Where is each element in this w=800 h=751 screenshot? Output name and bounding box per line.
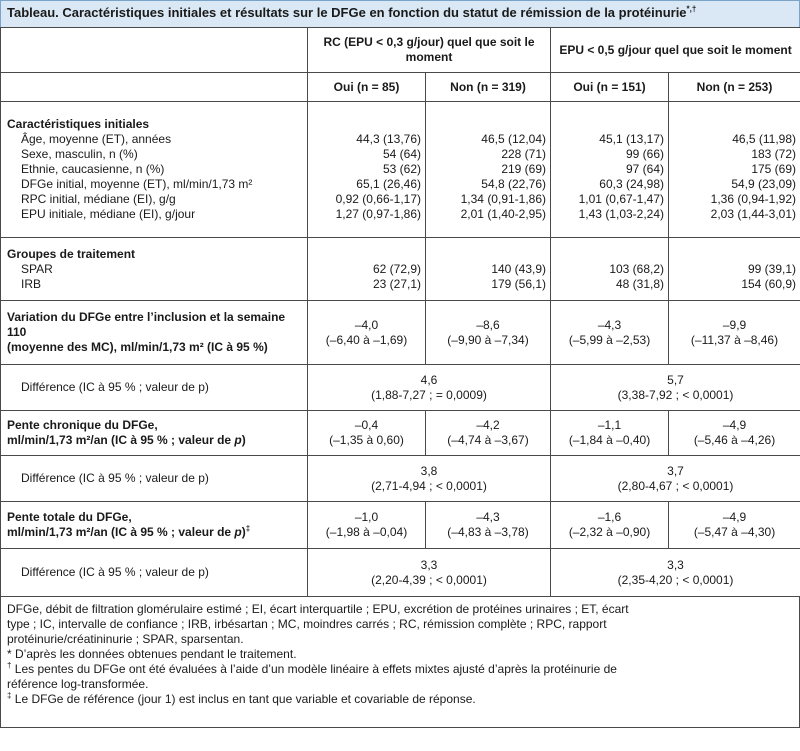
cell: –4,9 — [722, 418, 747, 432]
cell: 4,6 — [420, 372, 438, 387]
footnote-dagger — [7, 662, 793, 677]
treatment-epu-non — [669, 238, 800, 301]
cell: –1,6 — [597, 510, 622, 524]
total-rc-oui — [308, 502, 426, 549]
cell: (2,20-4,39 ; < 0,0001) — [371, 572, 487, 587]
chronic-rc-oui — [308, 411, 426, 456]
chronic-diff-label — [1, 456, 308, 502]
baseline-section-title: Caractéristiques initiales — [7, 117, 150, 131]
cell: –4,3 — [476, 510, 500, 524]
label-part: ml/min/1,73 m²/an (IC à 95 % ; valeur de — [7, 525, 235, 539]
label-part: ) — [241, 525, 246, 539]
variation-label-line1: Variation du DFGe entre l’inclusion et la semaine 110 — [7, 310, 286, 339]
total-diff-epu — [551, 549, 800, 597]
baseline-epu-non — [669, 102, 800, 238]
footnotes — [0, 597, 800, 728]
cell: –1,0 — [354, 510, 379, 524]
footnote-star: * D’après les données obtenues pendant le traitement. — [7, 647, 297, 661]
chronic-label — [1, 411, 308, 456]
baseline-label: Âge, moyenne (ET), années — [21, 132, 172, 146]
dagger-mark: † — [7, 661, 12, 670]
cell: (–5,47 à –4,30) — [693, 525, 776, 539]
cell: –9,9 — [722, 317, 747, 332]
cell: (–4,74 à –3,67) — [447, 433, 529, 447]
variation-epu-oui — [551, 301, 669, 365]
variation-diff-row — [1, 365, 800, 411]
cell: 65,1 (26,46) — [356, 177, 421, 191]
treatment-section-title: Groupes de traitement — [7, 246, 136, 261]
cell: –4,9 — [722, 510, 747, 524]
chronic-label-line2 — [7, 433, 301, 448]
total-diff-rc — [308, 549, 551, 597]
cell: (–1,35 à 0,60) — [329, 433, 404, 447]
cell: 103 (68,2) — [609, 261, 665, 276]
footnote-dagger-cont: référence log-transformée. — [7, 677, 149, 691]
cell: (2,35-4,20 ; < 0,0001) — [617, 572, 734, 587]
cell: (2,71-4,94 ; < 0,0001) — [371, 478, 487, 493]
footnote-ddagger — [7, 692, 793, 707]
baseline-rc-oui — [308, 102, 426, 238]
treatment-block — [1, 238, 800, 301]
header-epu-non: Non (n = 253) — [669, 73, 800, 102]
total-label-line2 — [7, 525, 301, 540]
treatment-rc-oui — [308, 238, 426, 301]
cell: 99 (66) — [625, 147, 665, 161]
footnote-text: Les pentes du DFGe ont été évaluées à l’aide d’un modèle linéaire à effets mixtes ajusté d’après la protéinurie de — [11, 662, 617, 676]
diff-label-text: Différence (IC à 95 % ; valeur de p) — [21, 380, 209, 394]
cell: –4,3 — [597, 317, 622, 332]
cell: 48 (31,8) — [615, 276, 665, 291]
cell: 179 (56,1) — [491, 276, 547, 291]
treatment-labels — [1, 238, 308, 301]
variation-diff-epu — [551, 365, 800, 411]
diff-label-text: Différence (IC à 95 % ; valeur de p) — [21, 565, 209, 579]
baseline-block — [1, 102, 800, 238]
total-row — [1, 502, 800, 549]
cell: 60,3 (24,98) — [599, 177, 665, 191]
cell: 3,7 — [667, 463, 684, 478]
footnote-text: Le DFGe de référence (jour 1) est inclus en tant que variable et covariable de réponse. — [11, 692, 476, 706]
footnote-list — [7, 647, 793, 707]
cell: (–2,32 à –0,90) — [568, 525, 651, 539]
cell: 3,8 — [420, 463, 438, 478]
total-epu-non — [669, 502, 800, 549]
baseline-label: RPC initial, médiane (EI), g/g — [21, 192, 176, 206]
chronic-row — [1, 411, 800, 456]
cell: –4,2 — [476, 418, 500, 432]
header-epu-oui: Oui (n = 151) — [551, 73, 669, 102]
total-epu-oui — [551, 502, 669, 549]
cell: 154 (60,9) — [741, 276, 797, 291]
cell: –0,4 — [354, 418, 379, 432]
total-label — [1, 502, 308, 549]
cell: 62 (72,9) — [372, 261, 421, 276]
treatment-label: IRB — [21, 276, 42, 291]
cell: 46,5 (11,98) — [732, 132, 797, 146]
cell: (–11,37 à –8,46) — [690, 332, 779, 347]
cell: –1,1 — [597, 418, 622, 432]
abbreviations — [7, 602, 793, 647]
variation-label — [1, 301, 308, 365]
variation-label-line2: (moyenne des MC), ml/min/1,73 m² (IC à 95 %) — [7, 340, 268, 354]
baseline-rc-non — [426, 102, 551, 238]
header-sub-empty — [1, 73, 308, 102]
label-footnote-mark: ‡ — [245, 524, 251, 533]
label-part: ml/min/1,73 m²/an (IC à 95 % ; valeur de — [7, 433, 235, 447]
cell: (–5,99 à –2,53) — [568, 332, 651, 347]
cell: 44,3 (13,76) — [356, 132, 421, 146]
baseline-label: EPU initiale, médiane (EI), g/jour — [21, 207, 196, 221]
cell: 97 (64) — [625, 162, 665, 176]
cell: –8,6 — [476, 317, 500, 332]
ddagger-mark: ‡ — [7, 691, 12, 700]
chronic-diff-rc — [308, 456, 551, 502]
cell: 99 (39,1) — [748, 261, 797, 276]
label-p: p — [234, 433, 242, 447]
cell: 228 (71) — [501, 147, 547, 161]
table-title-text: Tableau. Caractéristiques initiales et résultats sur le DFGe en fonction du statut de rémission de la protéinurie — [7, 5, 687, 20]
label-part: ) — [241, 433, 246, 447]
cell: 1,01 (0,67-1,47) — [578, 192, 665, 206]
chronic-epu-oui — [551, 411, 669, 456]
table-title — [0, 0, 800, 27]
cell: (–4,83 à –3,78) — [447, 525, 529, 539]
cell: (1,88-7,27 ; = 0,0009) — [371, 387, 487, 402]
treatment-rc-non — [426, 238, 551, 301]
cell: (–6,40 à –1,69) — [325, 332, 408, 347]
cell: (–1,98 à –0,04) — [325, 525, 408, 539]
cell: 0,92 (0,66-1,17) — [335, 192, 421, 206]
cell: 53 (62) — [382, 162, 421, 176]
cell: 1,34 (0,91-1,86) — [460, 192, 547, 206]
cell: 3,3 — [667, 557, 684, 572]
header-empty — [1, 28, 308, 73]
cell: (–1,84 à –0,40) — [568, 433, 651, 447]
header-rc: RC (EPU < 0,3 g/jour) quel que soit le moment — [308, 28, 551, 73]
diff-label-text: Différence (IC à 95 % ; valeur de p) — [21, 471, 209, 485]
total-diff-label — [1, 549, 308, 597]
total-label-line1: Pente totale du DFGe, — [7, 510, 132, 524]
variation-diff-label — [1, 365, 308, 411]
cell: 3,3 — [420, 557, 438, 572]
baseline-label: Sexe, masculin, n (%) — [21, 147, 138, 161]
cell: 1,43 (1,03-2,24) — [578, 207, 665, 221]
variation-rc-oui — [308, 301, 426, 365]
cell: 140 (43,9) — [491, 261, 547, 276]
abbreviation-line: type ; IC, intervalle de confiance ; IRB, irbésartan ; MC, moindres carrés ; RC, rémission complète ; RPC, rapport — [7, 617, 607, 631]
cell: 219 (69) — [501, 162, 547, 176]
cell: 175 (69) — [751, 162, 797, 176]
cell: 54,9 (23,09) — [731, 177, 797, 191]
cell: (–9,90 à –7,34) — [447, 332, 529, 347]
cell: (–5,46 à –4,26) — [693, 433, 776, 447]
cell: 2,01 (1,40-2,95) — [460, 207, 547, 221]
abbreviation-line: DFGe, débit de filtration glomérulaire estimé ; EI, écart interquartile ; EPU, excrétion de protéines urinaires ; ET, écart — [7, 602, 629, 616]
baseline-labels — [1, 102, 308, 238]
cell: 23 (27,1) — [372, 276, 421, 291]
abbreviation-line: protéinurie/créatininurie ; SPAR, sparsentan. — [7, 632, 244, 646]
cell: 183 (72) — [751, 147, 797, 161]
cell: 54,8 (22,76) — [481, 177, 547, 191]
cell: 54 (64) — [382, 147, 421, 161]
total-rc-non — [426, 502, 551, 549]
label-p: p — [234, 525, 242, 539]
variation-diff-rc — [308, 365, 551, 411]
cell: 5,7 — [667, 372, 684, 387]
header-epu: EPU < 0,5 g/jour quel que soit le moment — [551, 28, 800, 73]
baseline-label: Ethnie, caucasienne, n (%) — [21, 162, 165, 176]
total-diff-row — [1, 549, 800, 597]
treatment-label: SPAR — [21, 261, 53, 276]
variation-row — [1, 301, 800, 365]
header-group-row — [1, 28, 800, 73]
cell: 46,5 (12,04) — [481, 132, 547, 146]
variation-epu-non — [669, 301, 800, 365]
variation-rc-non — [426, 301, 551, 365]
chronic-diff-epu — [551, 456, 800, 502]
baseline-label: DFGe initial, moyenne (ET), ml/min/1,73 m² — [21, 177, 253, 191]
treatment-epu-oui — [551, 238, 669, 301]
chronic-rc-non — [426, 411, 551, 456]
chronic-epu-non — [669, 411, 800, 456]
chronic-diff-row — [1, 456, 800, 502]
cell: 2,03 (1,44-3,01) — [710, 207, 797, 221]
baseline-epu-oui — [551, 102, 669, 238]
cell: 1,36 (0,94-1,92) — [710, 192, 797, 206]
header-rc-non: Non (n = 319) — [426, 73, 551, 102]
cell: (3,38-7,92 ; < 0,0001) — [617, 387, 734, 402]
cell: 1,27 (0,97-1,86) — [335, 207, 421, 221]
header-sub-row — [1, 73, 800, 102]
cell: (2,80-4,67 ; < 0,0001) — [617, 478, 734, 493]
cell: 45,1 (13,17) — [599, 132, 665, 146]
cell: –4,0 — [354, 317, 379, 332]
results-table — [0, 27, 800, 597]
chronic-label-line1: Pente chronique du DFGe, — [7, 418, 158, 432]
title-footnote-marks: *,† — [686, 4, 697, 14]
header-rc-oui: Oui (n = 85) — [308, 73, 426, 102]
